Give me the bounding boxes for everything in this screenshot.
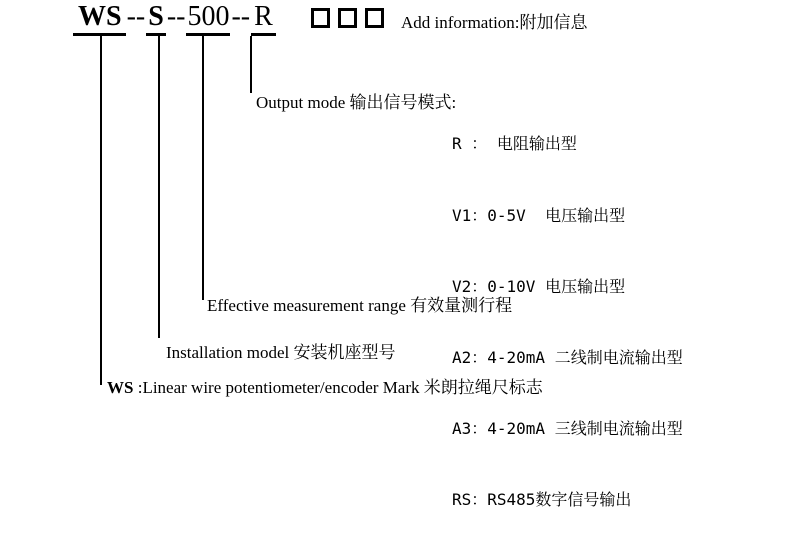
- model-segment-ws: WS: [73, 2, 126, 36]
- mark-text: :Linear wire potentiometer/encoder Mark 米朗拉绳尺标志: [137, 378, 543, 397]
- mark-label: [107, 373, 543, 398]
- output-mode-option-v1: V1：0-5V 电压输出型: [452, 205, 626, 225]
- model-segment-range: 500: [186, 2, 230, 36]
- output-mode-label: Output mode 输出信号模式:: [256, 93, 457, 112]
- leader-line-r: [250, 36, 252, 93]
- add-info-boxes: [311, 8, 384, 28]
- model-separator: --: [126, 1, 146, 32]
- add-info-box-3: [365, 8, 384, 28]
- output-mode-options: [452, 85, 683, 559]
- leader-line-ws: [100, 36, 102, 385]
- mark-code: WS: [107, 378, 134, 397]
- model-segment-output: R: [251, 2, 276, 36]
- measurement-range-label: Effective measurement range 有效量测行程: [207, 296, 513, 315]
- model-segment-installation: S: [146, 2, 166, 36]
- output-mode-option-r: R ： 电阻输出型: [452, 134, 577, 154]
- leader-line-s: [158, 36, 160, 338]
- model-code: [73, 2, 276, 36]
- model-separator: --: [166, 1, 186, 32]
- model-separator: --: [231, 1, 251, 32]
- add-info-box-1: [311, 8, 330, 28]
- add-info-box-2: [338, 8, 357, 28]
- output-mode-option-a2: A2：4-20mA 二线制电流输出型: [452, 347, 683, 367]
- add-info-label: Add information:附加信息: [401, 13, 588, 32]
- installation-model-label: Installation model 安装机座型号: [166, 343, 396, 362]
- output-mode-option-rs: RS：RS485数字信号输出: [452, 489, 632, 509]
- output-mode-option-v2: V2：0-10V 电压输出型: [452, 276, 626, 296]
- output-mode-option-a3: A3：4-20mA 三线制电流输出型: [452, 418, 683, 438]
- leader-line-500: [202, 36, 204, 300]
